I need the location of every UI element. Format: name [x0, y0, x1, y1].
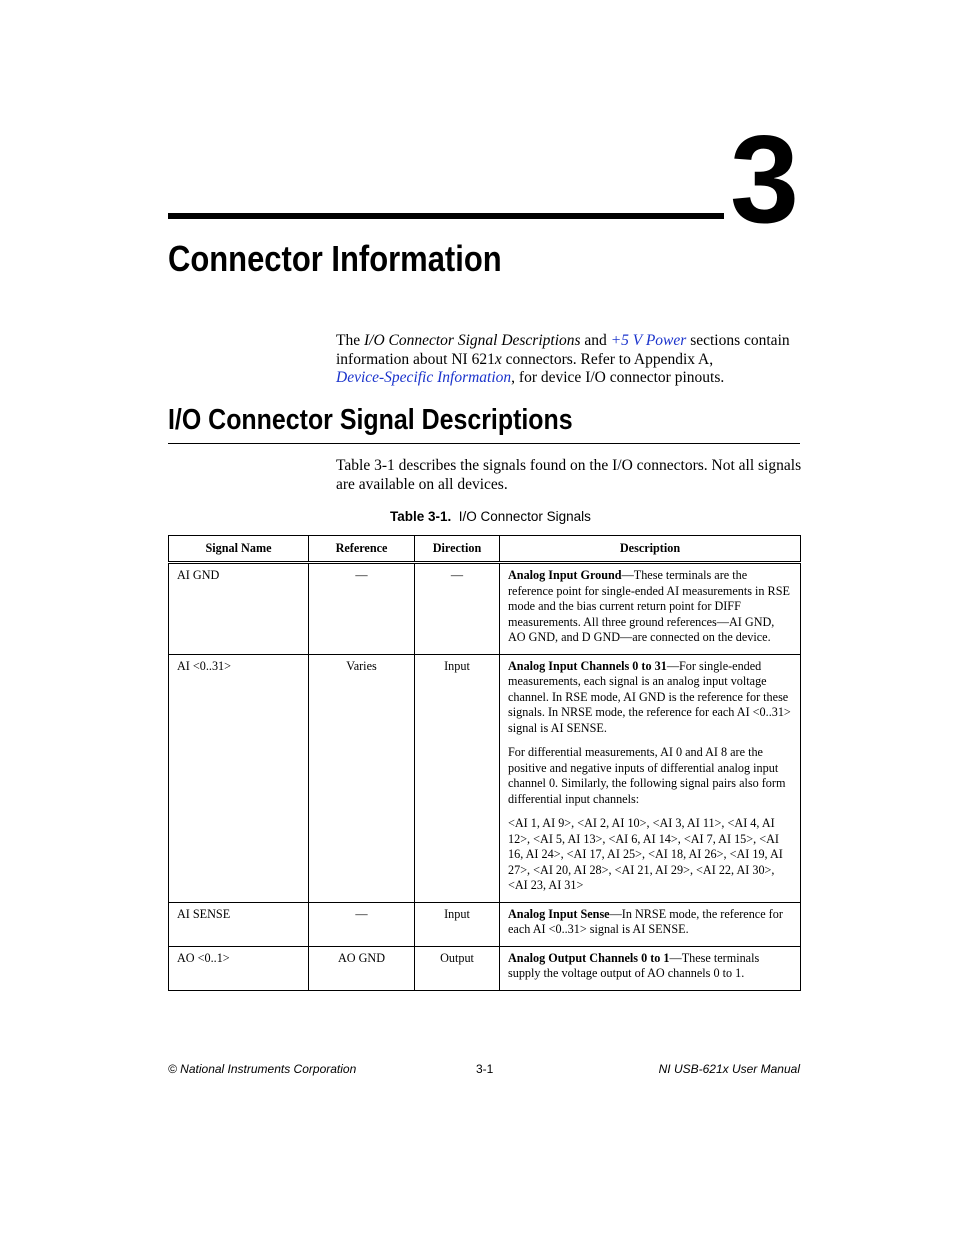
footer-manual-title: NI USB-621x User Manual: [658, 1062, 800, 1076]
intro-italic-x: x: [494, 350, 502, 368]
cell-description: [500, 563, 801, 655]
link-device-specific-information[interactable]: Device-Specific Information: [336, 369, 512, 386]
desc-text: —These terminals supply the voltage output of AO channels 0 to 1.: [508, 950, 760, 980]
desc-bold: Analog Input Channels 0 to 31: [508, 658, 667, 673]
section-rule: [168, 443, 800, 444]
io-connector-signals-table: [168, 535, 801, 991]
desc-paragraph: <AI 1, AI 9>, <AI 2, AI 10>, <AI 3, AI 11>, <AI 4, AI 12>, <AI 5, AI 13>, <AI 6, AI 14>, <AI 7, AI 15>, <AI 16, AI 24>, <AI 17, AI 25>, <AI 18, AI 26>, <AI 19, AI 27>, <AI 20, AI 28>, <AI 21, AI 29>, <AI 22, AI 30>, <AI 23, AI 31>: [508, 816, 783, 892]
intro-text: The: [336, 332, 364, 349]
link-5v-power[interactable]: +5 V Power: [610, 332, 687, 349]
cell-signal: AI <0..31>: [169, 654, 309, 902]
intro-text: connectors. Refer to Appendix A,: [501, 350, 714, 368]
desc-bold: Analog Input Ground: [508, 568, 622, 582]
chapter-rule: [168, 213, 724, 219]
cell-direction: —: [415, 563, 500, 655]
cell-reference: —: [309, 902, 415, 946]
chapter-number: 3: [730, 111, 797, 249]
cell-description: [500, 946, 801, 990]
section-title: I/O Connector Signal Descriptions: [168, 404, 573, 436]
intro-text: and: [580, 332, 611, 349]
table-caption-label: Table 3-1.: [390, 509, 452, 524]
cell-description: [500, 902, 801, 946]
table-header-row: [169, 536, 801, 563]
header-signal-name: Signal Name: [169, 536, 309, 563]
intro-text: , for device I/O connector pinouts.: [511, 369, 725, 386]
header-direction: Direction: [415, 536, 500, 563]
desc-bold: Analog Output Channels 0 to 1: [508, 950, 670, 965]
desc-paragraph: [508, 659, 792, 737]
table-intro-paragraph: Table 3-1 describes the signals found on the I/O connectors. Not all signals are available on all devices.: [336, 457, 802, 493]
cell-reference: —: [309, 563, 415, 655]
cell-description: [500, 654, 801, 902]
intro-text: sections contain information about NI 621: [336, 332, 790, 368]
header-description: Description: [500, 536, 801, 563]
desc-text: —In NRSE mode, the reference for each AI <0..31> signal is AI SENSE.: [508, 906, 783, 936]
cell-signal: AI GND: [169, 563, 309, 655]
header-reference: Reference: [309, 536, 415, 563]
table-caption: [390, 509, 591, 524]
table-caption-text: I/O Connector Signals: [458, 509, 591, 524]
intro-italic-ref: I/O Connector Signal Descriptions: [363, 332, 581, 349]
table-row: [169, 563, 801, 655]
desc-text: —These terminals are the reference point for single-ended AI measurements in RSE mode and the bias current return point for DIFF measurements. All three ground references—AI GND, AO GND, and D GND—are connected on the device.: [508, 568, 790, 644]
desc-text: —For single-ended measurements, each signal is an analog input voltage channel. In RSE mode, AI GND is the reference for these signals. In NRSE mode, the reference for each AI <0..31> signal is AI SENSE.: [508, 658, 791, 735]
cell-reference: AO GND: [309, 946, 415, 990]
footer-copyright: © National Instruments Corporation: [168, 1062, 357, 1076]
desc-bold: Analog Input Sense: [508, 906, 610, 921]
cell-reference: Varies: [309, 654, 415, 902]
table-row: [169, 902, 801, 946]
cell-direction: Input: [415, 902, 500, 946]
intro-paragraph: [336, 332, 806, 388]
cell-direction: Input: [415, 654, 500, 902]
cell-signal: AO <0..1>: [169, 946, 309, 990]
table-row: [169, 654, 801, 902]
desc-paragraph: For differential measurements, AI 0 and AI 8 are the positive and negative inputs of differential analog input channel 0. Similarly, the following signal pairs also form differential input channels:: [508, 745, 786, 806]
cell-signal: AI SENSE: [169, 902, 309, 946]
cell-direction: Output: [415, 946, 500, 990]
footer-page-number: 3-1: [476, 1062, 494, 1076]
chapter-title: Connector Information: [168, 238, 502, 279]
table-row: [169, 946, 801, 990]
